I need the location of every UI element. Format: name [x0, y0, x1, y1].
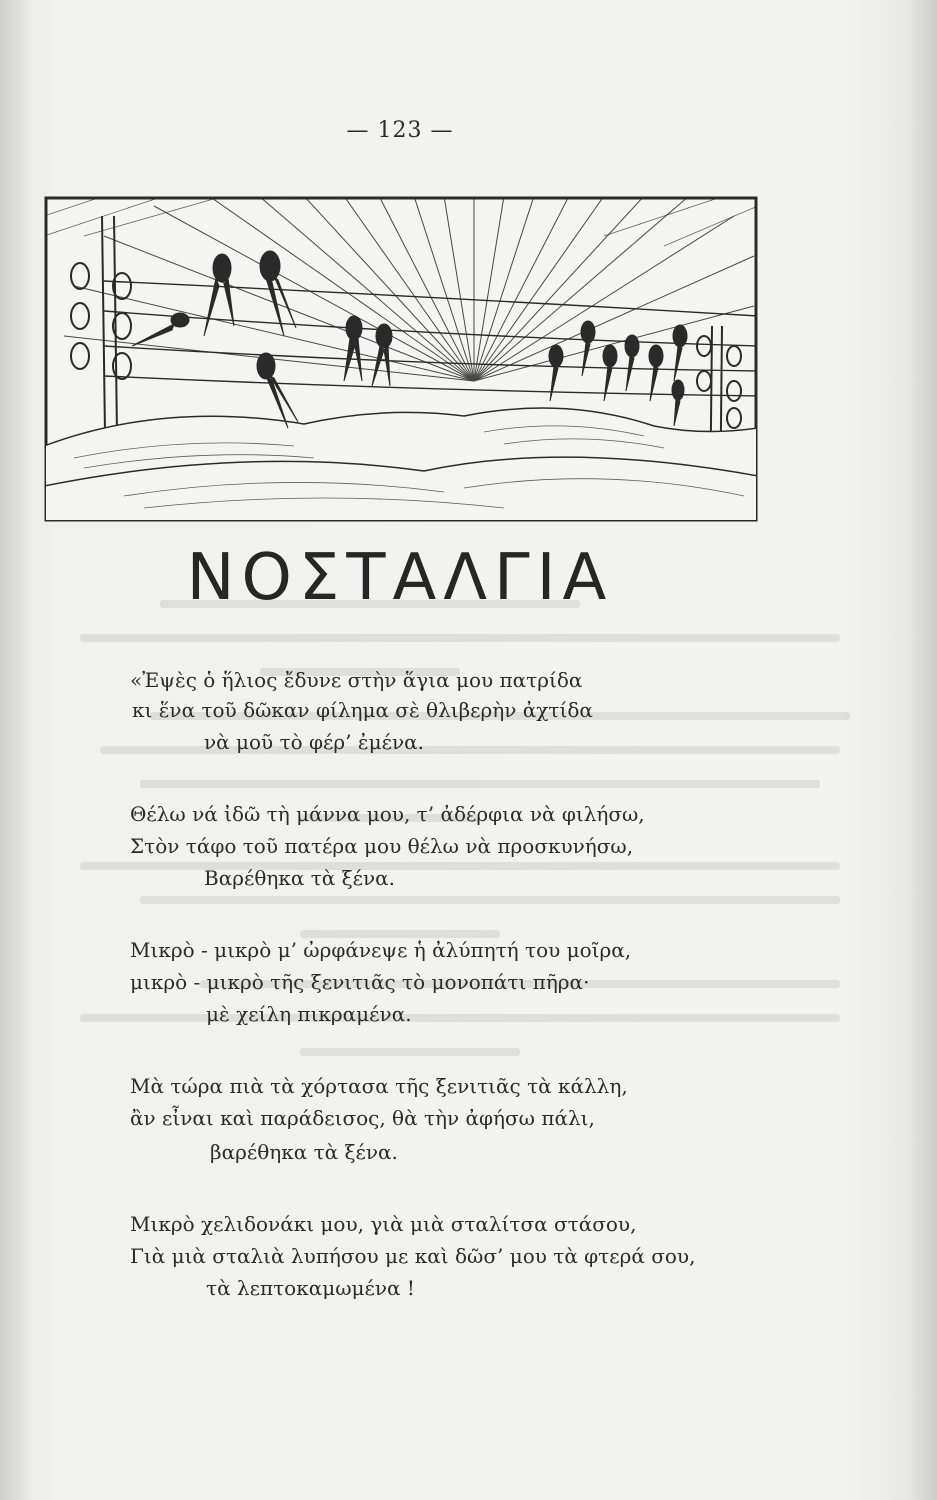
poem-line: «Ἐψὲς ὁ ἥλιος ἔδυνε στὴν ἅγια μου πατρίδα	[130, 668, 583, 692]
poem-line: Στὸν τάφο τοῦ πατέρα μου θέλω νὰ προσκυνήσω,	[130, 834, 634, 858]
hills	[44, 408, 758, 522]
page-edge-shadow	[907, 0, 937, 1500]
page-number: — 123 —	[346, 118, 454, 143]
poem-line: μικρὸ - μικρὸ τῆς ξενιτιᾶς τὸ μονοπάτι πῆρα·	[130, 970, 590, 994]
poem-line: μὲ χείλη πικραμένα.	[206, 1002, 412, 1026]
poem-line: νὰ μοῦ τὸ φέρ’ ἐμένα.	[204, 730, 424, 754]
poem-title: ΝΟΣΤΑΛΓΙΑ	[186, 541, 614, 615]
page-gutter-shadow	[0, 0, 30, 1500]
poem-line: Γιὰ μιὰ σταλιὰ λυπήσου με καὶ δῶσ’ μου τὰ φτερά σου,	[130, 1244, 696, 1268]
swallows-on-telegraph-wires-illustration	[44, 196, 758, 522]
poem-line: Θέλω νά ἰδῶ τὴ μάννα μου, τ’ ἀδέρφια νὰ φιλήσω,	[130, 802, 645, 826]
poem-line: ἂν εἶναι καὶ παράδεισος, θὰ τὴν ἀφήσω πάλι,	[130, 1106, 595, 1130]
poem-line: τὰ λεπτοκαμωμένα !	[206, 1276, 415, 1300]
poem-line: κι ἕνα τοῦ δῶκαν φίλημα σὲ θλιβερὴν ἀχτίδα	[132, 698, 593, 722]
poem-line: Βαρέθηκα τὰ ξένα.	[204, 866, 396, 890]
poem-line: βαρέθηκα τὰ ξένα.	[210, 1140, 398, 1164]
poem-line: Μὰ τώρα πιὰ τὰ χόρτασα τῆς ξενιτιᾶς τὰ κάλλη,	[130, 1074, 628, 1098]
poem-line: Μικρὸ - μικρὸ μ’ ὠρφάνεψε ἡ ἀλύπητή του μοῖρα,	[130, 938, 632, 962]
poem-line: Μικρὸ χελιδονάκι μου, γιὰ μιὰ σταλίτσα στάσου,	[130, 1212, 637, 1236]
